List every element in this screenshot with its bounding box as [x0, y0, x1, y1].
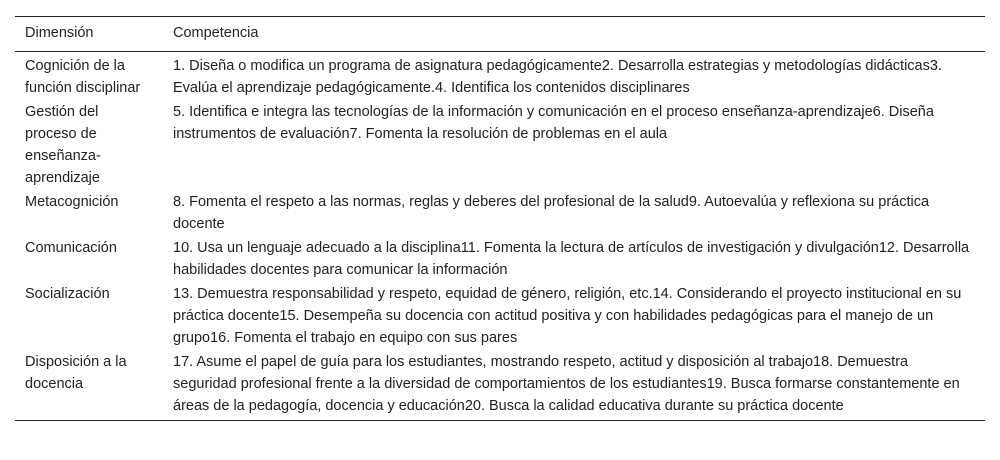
cell-dimension: Comunicación	[25, 240, 117, 256]
cell-dimension: Disposición a la docencia	[25, 354, 127, 392]
table-row	[15, 99, 985, 189]
cell-competence: 1. Diseña o modifica un programa de asignatura pedagógicamente2. Desarrolla estrategias y metodologías didácticas3. Evalúa el aprendizaje pedagógicamente.4. Identifica los contenidos disciplinares	[173, 58, 942, 96]
cell-competence: 13. Demuestra responsabilidad y respeto, equidad de género, religión, etc.14. Considerando el proyecto institucional en su práctica docente15. Desempeña su docencia con actitud positiva y con habilidades pedagógicas para el manejo de un grupo16. Fomenta el trabajo en equipo con sus pares	[173, 286, 962, 346]
cell-dimension: Socialización	[25, 286, 110, 302]
cell-competence: 5. Identifica e integra las tecnologías de la información y comunicación en el proceso enseñanza-aprendizaje6. Diseña instrumentos de evaluación7. Fomenta la resolución de problemas en el aula	[173, 104, 934, 142]
cell-competence: 10. Usa un lenguaje adecuado a la disciplina11. Fomenta la lectura de artículos de investigación y divulgación12. Desarrolla habilidades docentes para comunicar la información	[173, 240, 970, 278]
competence-table	[15, 16, 985, 421]
table-row	[15, 189, 985, 235]
cell-dimension: Gestión del proceso de enseñanza-aprendizaje	[25, 104, 101, 186]
header-dimension: Dimensión	[25, 25, 94, 41]
table-row	[15, 281, 985, 349]
table-header	[15, 17, 985, 52]
header-competence: Competencia	[173, 25, 259, 41]
cell-dimension: Metacognición	[25, 194, 119, 210]
table-row	[15, 235, 985, 281]
competence-table-container	[15, 16, 985, 421]
table-row	[15, 52, 985, 100]
header-row	[15, 17, 985, 52]
cell-competence: 17. Asume el papel de guía para los estudiantes, mostrando respeto, actitud y disposición al trabajo18. Demuestra seguridad profesional frente a la diversidad de comportamientos de los estudiantes19. Busca formarse constantemente en áreas de la pedagogía, docencia y educación20. Busca la calidad educativa durante su práctica docente	[173, 354, 960, 414]
table-body	[15, 52, 985, 421]
cell-dimension: Cognición de la función disciplinar	[25, 58, 141, 96]
table-row	[15, 349, 985, 421]
cell-competence: 8. Fomenta el respeto a las normas, reglas y deberes del profesional de la salud9. Autoevalúa y reflexiona su práctica docente	[173, 194, 930, 232]
